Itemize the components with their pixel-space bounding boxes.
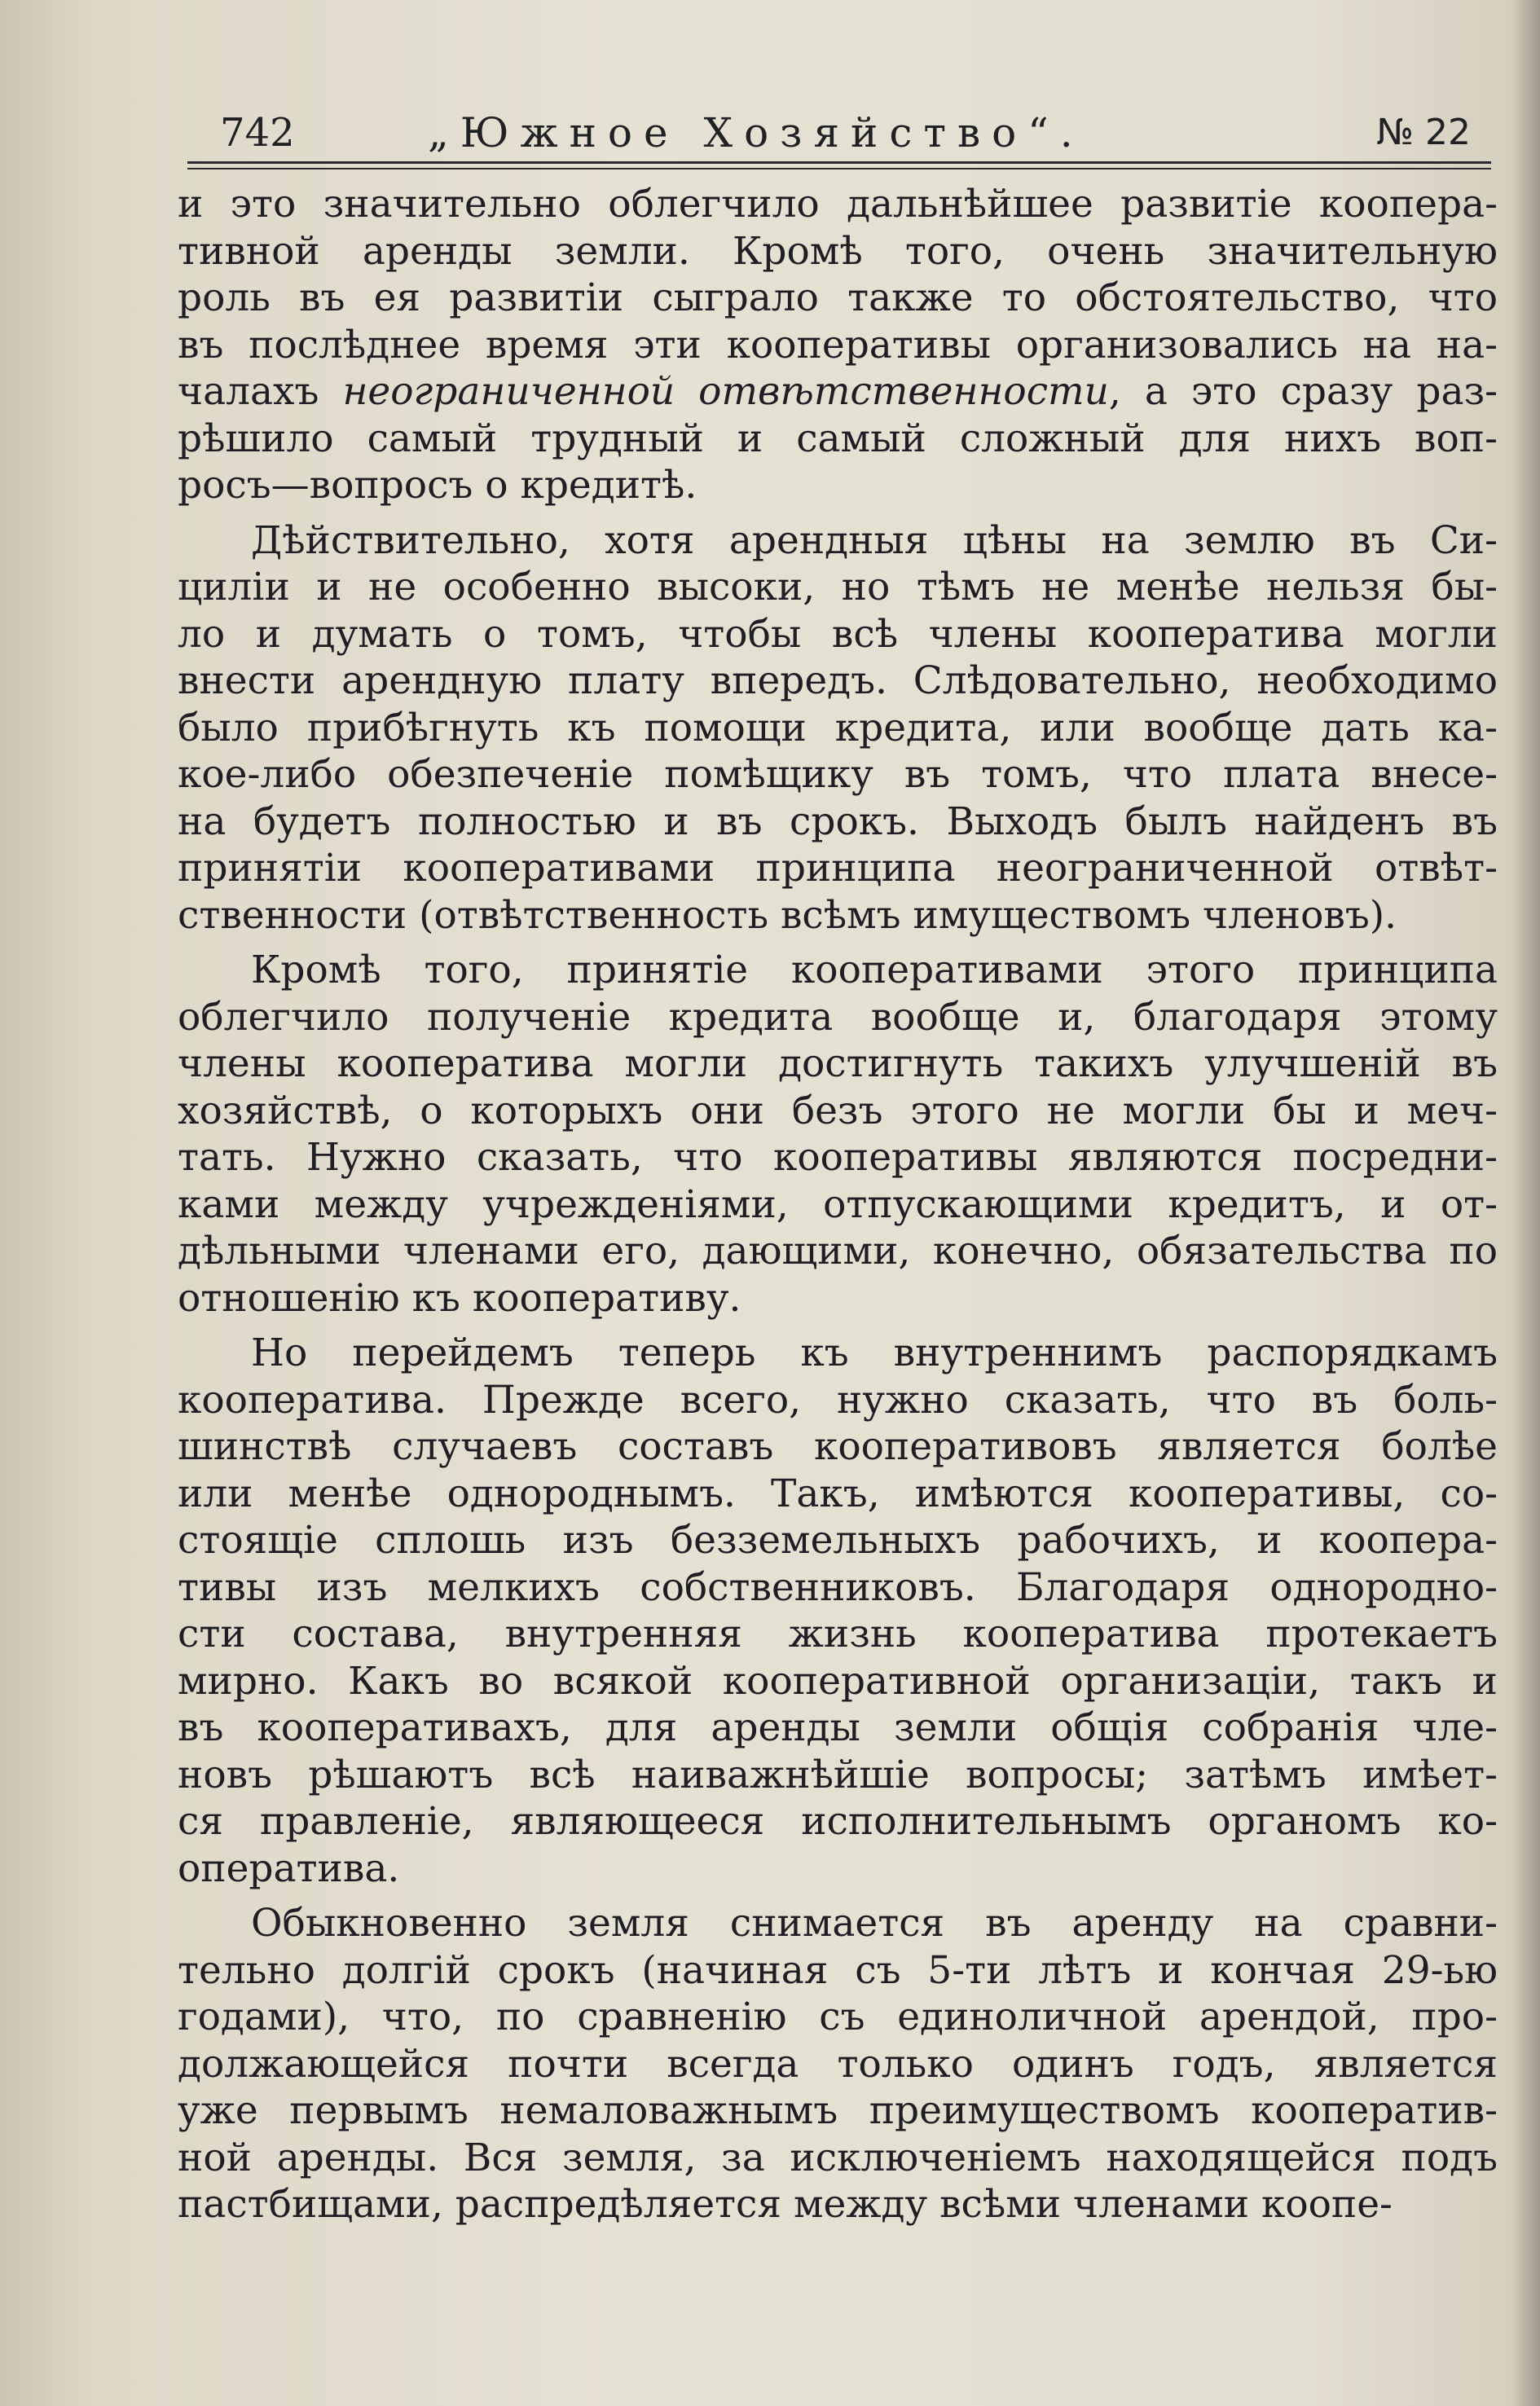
text-line: циліи и не особенно высоки, но тѣмъ не менѣе нельзя бы-	[178, 565, 1498, 609]
text-line: стоящіе сплошь изъ безземельныхъ рабочихъ, и коопера-	[178, 1518, 1498, 1563]
text-line: тельно долгій срокъ (начиная съ 5-ти лѣтъ и кончая 29-ью	[178, 1947, 1498, 1993]
paragraph-gap	[178, 939, 1498, 947]
text-line: Но перейдемъ теперь къ внутреннимъ распорядкамъ	[251, 1331, 1498, 1375]
text-line: тивы изъ мелкихъ собственниковъ. Благодаря однородно-	[178, 1564, 1498, 1610]
text-line: облегчило полученіе кредита вообще и, благодаря этому	[178, 994, 1498, 1040]
paragraph	[178, 1330, 1498, 1892]
text-line: ся правленіе, являющееся исполнительнымъ органомъ ко-	[178, 1799, 1498, 1844]
page-spine-shadow	[1511, 0, 1540, 2406]
text-line: тать. Нужно сказать, что кооперативы являются посредни-	[178, 1135, 1498, 1180]
text-line: или менѣе однороднымъ. Такъ, имѣются кооперативы, со-	[178, 1471, 1498, 1516]
paragraph	[178, 517, 1498, 939]
text-line: кое-либо обезпеченіе помѣщику въ томъ, что плата внесе-	[178, 752, 1498, 797]
text-line: ной аренды. Вся земля, за исключеніемъ находящейся подъ	[178, 2135, 1498, 2180]
paragraph	[178, 947, 1498, 1322]
text-line: въ послѣднее время эти кооперативы организовались на на-	[178, 322, 1498, 367]
header-rule-thin	[187, 168, 1491, 169]
text-line: Кромѣ того, принятіе кооперативами этого принципа	[251, 948, 1498, 992]
text-line: ло и думать о томъ, чтобы всѣ члены кооператива могли	[178, 611, 1498, 657]
issue-number: № 22	[1376, 112, 1471, 153]
text-line: росъ—вопросъ о кредитѣ.	[178, 463, 697, 508]
text-line: оператива.	[178, 1845, 400, 1891]
text-line: тивной аренды земли. Кромѣ того, очень значительную	[178, 228, 1498, 274]
text-line: въ кооперативахъ, для аренды земли общія собранія чле-	[178, 1705, 1498, 1750]
text-line: ками между учрежденіями, отпускающими кредитъ, и от-	[178, 1181, 1498, 1227]
text-line: хозяйствѣ, о которыхъ они безъ этого не могли бы и меч-	[178, 1088, 1498, 1133]
text-line: чалахъ неограниченной отвѣтственности, а это сразу раз-	[178, 369, 1498, 414]
text-line: новъ рѣшаютъ всѣ наиважнѣйшіе вопросы; затѣмъ имѣет-	[178, 1752, 1498, 1797]
paragraph	[178, 1900, 1498, 2228]
text-line: должающейся почти всегда только одинъ годъ, является	[178, 2041, 1498, 2087]
text-line: сти состава, внутренняя жизнь кооператива протекаетъ	[178, 1612, 1498, 1656]
paragraph-gap	[178, 1892, 1498, 1900]
text-line: Дѣйствительно, хотя арендныя цѣны на землю въ Си-	[251, 517, 1498, 563]
text-line: на будетъ полностью и въ срокъ. Выходъ былъ найденъ въ	[178, 798, 1498, 844]
text-line: мирно. Какъ во всякой кооперативной организаціи, такъ и	[178, 1658, 1498, 1704]
text-line: члены кооператива могли достигнуть такихъ улучшеній въ	[178, 1041, 1498, 1086]
page-number: 742	[220, 110, 295, 156]
text-line: Обыкновенно земля снимается въ аренду на сравни-	[251, 1901, 1498, 1946]
paragraph-gap	[178, 509, 1498, 517]
text-line: уже первымъ немаловажнымъ преимуществомъ кооператив-	[178, 2088, 1498, 2133]
running-header	[175, 104, 1495, 161]
text-line: отношенію къ кооперативу.	[178, 1275, 741, 1321]
text-line: и это значительно облегчило дальнѣйшее развитіе коопера-	[178, 182, 1498, 227]
text-line: годами), что, по сравненію съ единоличной арендой, про-	[178, 1995, 1498, 2039]
text-line: принятіи кооперативами принципа неограниченной отвѣт-	[178, 846, 1498, 891]
paragraph	[178, 181, 1498, 509]
text-line: рѣшило самый трудный и самый сложный для нихъ воп-	[178, 416, 1498, 461]
text-line: кооператива. Прежде всего, нужно сказать, что въ боль-	[178, 1377, 1498, 1423]
paragraph-gap	[178, 1322, 1498, 1330]
text-line: дѣльными членами его, дающими, конечно, обязательства по	[178, 1229, 1498, 1273]
journal-title: „Южное Хозяйство“.	[428, 109, 1085, 156]
header-rule-thick	[187, 161, 1491, 164]
text-line: ственности (отвѣтственность всѣмъ имуществомъ членовъ).	[178, 892, 1397, 938]
text-line: шинствѣ случаевъ составъ кооперативовъ является болѣе	[178, 1424, 1498, 1469]
article-body	[178, 181, 1498, 2228]
text-line: было прибѣгнуть къ помощи кредита, или вообще дать ка-	[178, 705, 1498, 750]
text-line: пастбищами, распредѣляется между всѣми членами коопе-	[178, 2182, 1393, 2227]
text-line: внести арендную плату впередъ. Слѣдовательно, необходимо	[178, 658, 1498, 703]
text-line: роль въ ея развитіи сыграло также то обстоятельство, что	[178, 275, 1498, 320]
italic-emphasis: неограниченной отвѣтственности	[342, 369, 1109, 414]
